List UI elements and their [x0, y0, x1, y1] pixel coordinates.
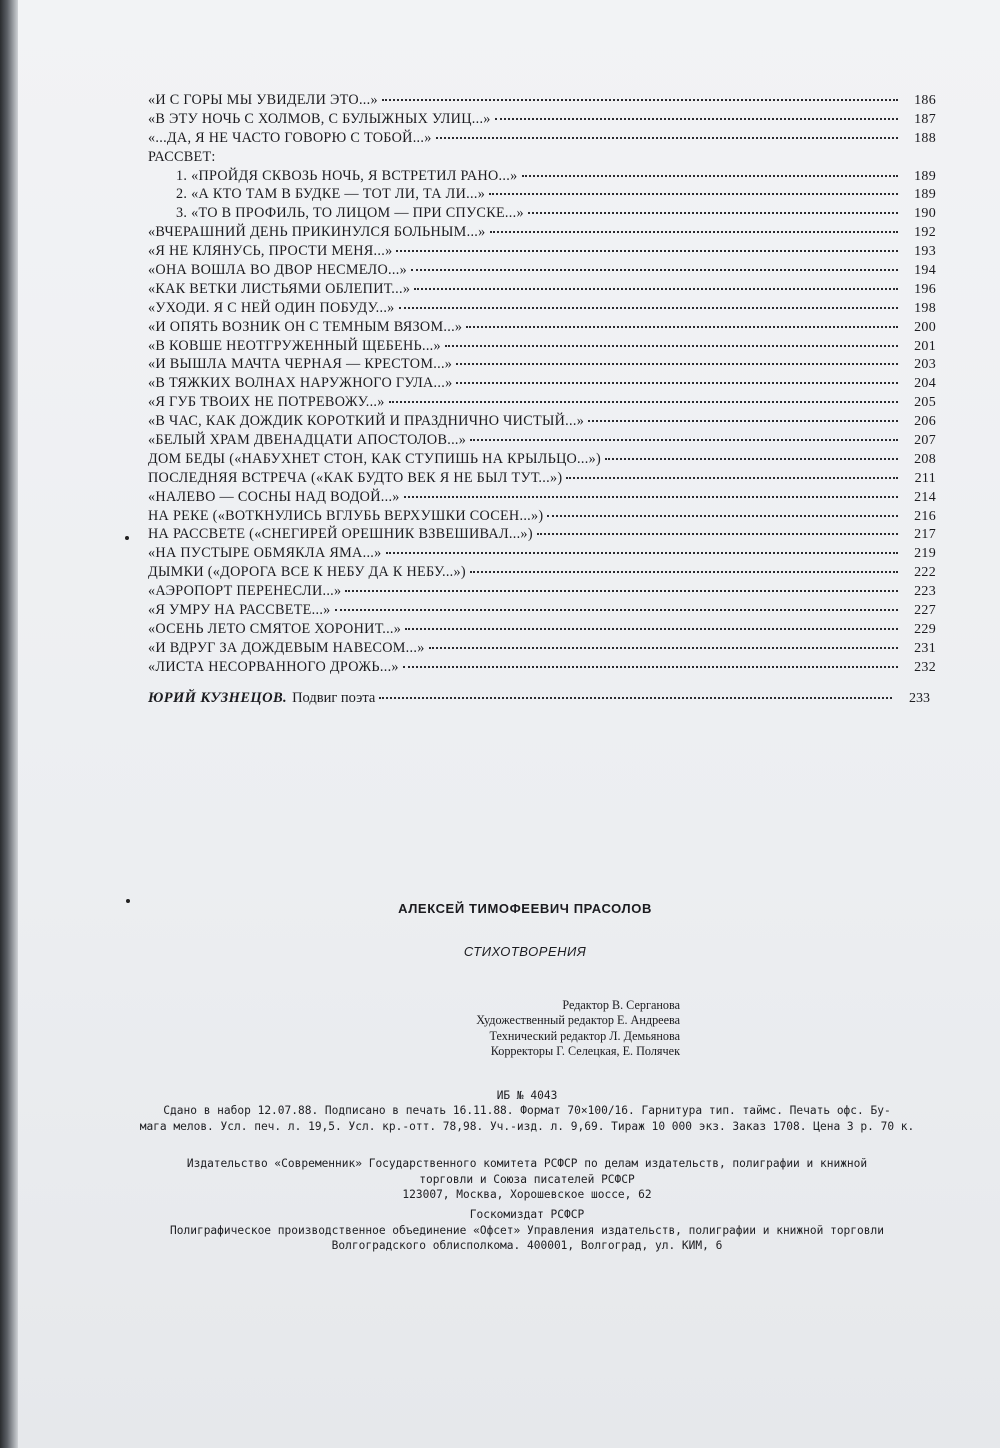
toc-entry	[148, 583, 936, 602]
toc-entry-title: «НАЛЕВО — СОСНЫ НАД ВОДОЙ...»	[148, 488, 400, 505]
dot-leader	[489, 193, 898, 195]
paper-speck	[125, 536, 129, 540]
book-author: АЛЕКСЕЙ ТИМОФЕЕВИЧ ПРАСОЛОВ	[398, 901, 652, 916]
toc-entry	[148, 375, 936, 394]
publisher-line: 123007, Москва, Хорошевское шоссе, 62	[402, 1188, 652, 1201]
credit-line: Художественный редактор Е. Андреева	[476, 1013, 680, 1028]
toc-entry	[148, 545, 936, 564]
toc-entry	[148, 338, 936, 357]
toc-entry-title: «В ЧАС, КАК ДОЖДИК КОРОТКИЙ И ПРАЗДНИЧНО ЧИСТЫЙ...»	[148, 413, 585, 430]
toc-entry	[148, 602, 936, 621]
toc-page-number: 231	[914, 640, 936, 656]
toc-entry-title: «АЭРОПОРТ ПЕРЕНЕСЛИ...»	[148, 583, 342, 600]
toc-page-number: 200	[914, 319, 936, 335]
print-data-line: Сдано в набор 12.07.88. Подписано в печать 16.11.88. Формат 70×100/16. Гарнитура тип. таймс. Печать офс. Бу-	[163, 1104, 891, 1117]
dot-leader	[403, 666, 898, 668]
toc-entry-title: «ОНА ВОШЛА ВО ДВОР НЕСМЕЛО...»	[148, 262, 407, 279]
dot-leader	[345, 590, 898, 592]
toc-entry-title: «НА ПУСТЫРЕ ОБМЯКЛА ЯМА...»	[148, 545, 382, 562]
toc-entry	[148, 186, 936, 205]
toc-page-number: 219	[914, 546, 936, 562]
toc-entry	[148, 281, 936, 300]
toc-entry	[148, 356, 936, 375]
credits-block	[380, 998, 680, 1060]
dot-leader	[335, 609, 898, 611]
toc-entry-title: «КАК ВЕТКИ ЛИСТЬЯМИ ОБЛЕПИТ...»	[148, 280, 411, 297]
dot-leader	[537, 533, 898, 535]
toc-page-number: 223	[914, 584, 936, 600]
book-spine-edge	[0, 0, 18, 1448]
toc-page-number: 189	[914, 168, 936, 184]
toc-page-number: 227	[914, 603, 936, 619]
toc-entry	[148, 564, 936, 583]
dot-leader	[411, 269, 898, 271]
dot-leader	[404, 496, 898, 498]
toc-entry-title: «И ОПЯТЬ ВОЗНИК ОН С ТЕМНЫМ ВЯЗОМ...»	[148, 318, 463, 335]
toc-entry	[148, 659, 936, 678]
dot-leader	[382, 99, 898, 101]
toc-entry	[148, 451, 936, 470]
toc-page-number: 211	[914, 470, 936, 486]
print-data-line: мага мелов. Усл. печ. л. 19,5. Усл. кр.-отт. 78,98. Уч.-изд. л. 9,69. Тираж 10 000 экз. Заказ 1708. Цена 3 р. 70 к.	[139, 1119, 915, 1133]
toc-entry-title: РАССВЕТ:	[148, 148, 216, 165]
credit-line: Технический редактор Л. Демьянова	[489, 1028, 680, 1043]
toc-page-number: 222	[914, 565, 936, 581]
toc-entry-title: 3. «ТО В ПРОФИЛЬ, ТО ЛИЦОМ — ПРИ СПУСКЕ...»	[176, 205, 524, 222]
toc-entry	[148, 413, 936, 432]
dot-leader	[405, 628, 898, 630]
toc-entry-title: «Я НЕ КЛЯНУСЬ, ПРОСТИ МЕНЯ...»	[148, 243, 393, 260]
dot-leader	[389, 401, 898, 403]
toc-entry	[148, 300, 936, 319]
toc-page-number: 206	[914, 414, 936, 430]
dot-leader	[414, 288, 898, 290]
dot-leader	[566, 477, 898, 479]
toc-page-number: 186	[914, 93, 936, 108]
toc-entry	[148, 243, 936, 262]
toc-entry	[148, 130, 936, 149]
toc-entry-title: «И С ГОРЫ МЫ УВИДЕЛИ ЭТО...»	[148, 92, 378, 108]
toc-entry	[148, 470, 936, 489]
toc-entry	[148, 92, 936, 111]
toc-entry	[148, 168, 936, 187]
toc-page-number: 188	[914, 130, 936, 146]
toc-page-number: 187	[914, 111, 936, 127]
dot-leader	[399, 307, 898, 309]
toc-entry-title: «В ТЯЖКИХ ВОЛНАХ НАРУЖНОГО ГУЛА...»	[148, 375, 453, 392]
toc-entry-title: НА РЕКЕ («ВОТКНУЛИСЬ ВГЛУБЬ ВЕРХУШКИ СОСЕН...»)	[148, 507, 544, 524]
toc-page-number: 193	[914, 244, 936, 260]
dot-leader	[490, 231, 898, 233]
printer-line: Госкомиздат РСФСР	[469, 1208, 585, 1221]
dot-leader	[522, 175, 899, 177]
dot-leader	[588, 420, 898, 422]
dot-leader	[466, 326, 898, 328]
toc-entry	[148, 489, 936, 508]
toc-entry-title: «В ЭТУ НОЧЬ С ХОЛМОВ, С БУЛЫЖНЫХ УЛИЦ...»	[148, 110, 491, 127]
printer-block	[112, 1207, 942, 1254]
table-of-contents	[148, 92, 936, 678]
paper-speck	[126, 899, 130, 903]
publisher-line: торговли и Союза писателей РСФСР	[419, 1172, 635, 1186]
toc-entry-title: ПОСЛЕДНЯЯ ВСТРЕЧА («КАК БУДТО ВЕК Я НЕ БЫЛ ТУТ...»)	[148, 469, 563, 486]
toc-entry-title: «УХОДИ. Я С НЕЙ ОДИН ПОБУДУ...»	[148, 299, 395, 316]
toc-page-number: 229	[914, 621, 936, 637]
dot-leader	[605, 458, 898, 460]
toc-page-number: 190	[914, 206, 936, 222]
toc-page-number: 207	[914, 433, 936, 449]
toc-entry-title: «И ВЫШЛА МАЧТА ЧЕРНАЯ — КРЕСТОМ...»	[148, 356, 453, 373]
toc-entry	[148, 394, 936, 413]
dot-leader	[528, 212, 898, 214]
toc-page-number: 205	[914, 395, 936, 411]
print-data-block	[112, 1103, 942, 1134]
toc-page-number: 192	[914, 225, 936, 241]
afterword-author: ЮРИЙ КУЗНЕЦОВ.	[148, 690, 288, 706]
toc-page-number: 208	[914, 451, 936, 467]
dot-leader	[456, 382, 898, 384]
toc-entry	[148, 526, 936, 545]
afterword-page-number: 233	[909, 691, 930, 706]
dot-leader	[495, 118, 898, 120]
toc-entry-title: 1. «ПРОЙДЯ СКВОЗЬ НОЧЬ, Я ВСТРЕТИЛ РАНО...»	[176, 167, 518, 184]
toc-entry-title: «БЕЛЫЙ ХРАМ ДВЕНАДЦАТИ АПОСТОЛОВ...»	[148, 432, 467, 449]
toc-page-number: 194	[914, 263, 936, 279]
dot-leader	[456, 363, 898, 365]
toc-entry-title: 2. «А КТО ТАМ В БУДКЕ — ТОТ ЛИ, ТА ЛИ...»	[176, 186, 486, 203]
dot-leader	[386, 552, 898, 554]
toc-afterword-row	[148, 690, 930, 707]
toc-entry	[148, 111, 936, 130]
toc-page-number: 232	[914, 659, 936, 675]
toc-page-number: 214	[914, 489, 936, 505]
dot-leader	[445, 345, 898, 347]
toc-entry-title: «...ДА, Я НЕ ЧАСТО ГОВОРЮ С ТОБОЙ...»	[148, 129, 432, 146]
toc-entry-title: ДЫМКИ («ДОРОГА ВСЕ К НЕБУ ДА К НЕБУ...»)	[148, 564, 466, 581]
toc-entry-title: «И ВДРУГ ЗА ДОЖДЕВЫМ НАВЕСОМ...»	[148, 639, 425, 656]
toc-entry-title: НА РАССВЕТЕ («СНЕГИРЕЙ ОРЕШНИК ВЗВЕШИВАЛ...»)	[148, 526, 533, 543]
toc-entry	[148, 508, 936, 527]
printer-line: Полиграфическое производственное объединение «Офсет» Управления издательств, полиграфии и книжной торговли	[170, 1223, 884, 1237]
dot-leader	[436, 137, 898, 139]
toc-section-heading	[148, 149, 936, 168]
toc-entry-title: ДОМ БЕДЫ («НАБУХНЕТ СТОН, КАК СТУПИШЬ НА КРЫЛЬЦО...»)	[148, 450, 601, 467]
toc-entry	[148, 205, 936, 224]
dot-leader	[547, 515, 898, 517]
dot-leader	[470, 571, 898, 573]
toc-entry	[148, 640, 936, 659]
toc-entry-title: «ОСЕНЬ ЛЕТО СМЯТОЕ ХОРОНИТ...»	[148, 620, 402, 637]
toc-page-number: 189	[914, 187, 936, 203]
toc-entry	[148, 262, 936, 281]
publisher-line: Издательство «Современник» Государственного комитета РСФСР по делам издательств, полиграфии и книжной	[186, 1157, 868, 1170]
dot-leader	[379, 697, 892, 699]
toc-entry-title: «В КОВШЕ НЕОТГРУЖЕННЫЙ ЩЕБЕНЬ...»	[148, 337, 441, 354]
toc-entry	[148, 432, 936, 451]
printer-line: Волгоградского облисполкома. 400001, Волгоград, ул. КИМ, 6	[331, 1239, 723, 1252]
toc-entry-title: «Я ГУБ ТВОИХ НЕ ПОТРЕВОЖУ...»	[148, 394, 385, 411]
dot-leader	[396, 250, 898, 252]
afterword-title: Подвиг поэта	[292, 690, 376, 706]
toc-entry-title: «ВЧЕРАШНИЙ ДЕНЬ ПРИКИНУЛСЯ БОЛЬНЫМ...»	[148, 224, 486, 241]
toc-entry	[148, 621, 936, 640]
toc-page-number: 217	[914, 527, 936, 543]
toc-entry	[148, 224, 936, 243]
toc-entry	[148, 319, 936, 338]
credit-line: Корректоры Г. Селецкая, Е. Полячек	[490, 1044, 680, 1059]
toc-entry-title: «Я УМРУ НА РАССВЕТЕ...»	[148, 602, 331, 619]
toc-page-number: 216	[914, 508, 936, 524]
credit-line: Редактор В. Серганова	[562, 998, 680, 1012]
toc-page-number: 201	[914, 338, 936, 354]
toc-page-number: 204	[914, 376, 936, 392]
dot-leader	[429, 647, 898, 649]
book-title: СТИХОТВОРЕНИЯ	[463, 944, 587, 959]
dot-leader	[470, 439, 898, 441]
toc-page-number: 196	[914, 281, 936, 297]
ib-number: ИБ № 4043	[496, 1089, 558, 1102]
toc-page-number: 198	[914, 300, 936, 316]
toc-page-number: 203	[914, 357, 936, 373]
publisher-block	[112, 1156, 942, 1203]
toc-entry-title: «ЛИСТА НЕСОРВАННОГО ДРОЖЬ...»	[148, 658, 399, 675]
